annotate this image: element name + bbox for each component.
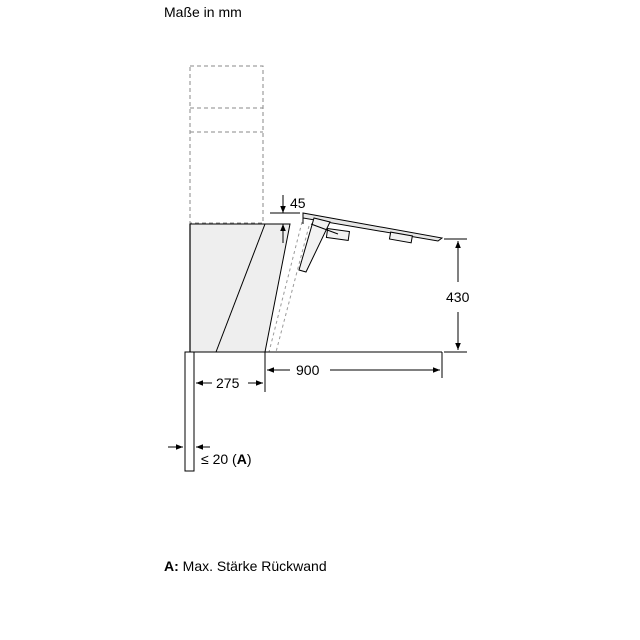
back-wall [185,352,194,471]
dim-wall-thickness-label: ≤ 20 (A) [201,451,252,467]
hood-body [190,224,290,352]
legend [164,558,327,574]
unit-label: Maße in mm [164,4,242,20]
dim-430-label: 430 [446,289,470,305]
chimney-dashed-outline [190,66,263,223]
legend-text: Max. Stärke Rückwand [178,558,327,574]
legend-key: A: [164,558,179,574]
dim-45-label: 45 [290,195,306,211]
dim-275-label: 275 [216,375,240,391]
dim-900 [265,352,442,392]
dim-900-label: 900 [296,362,320,378]
